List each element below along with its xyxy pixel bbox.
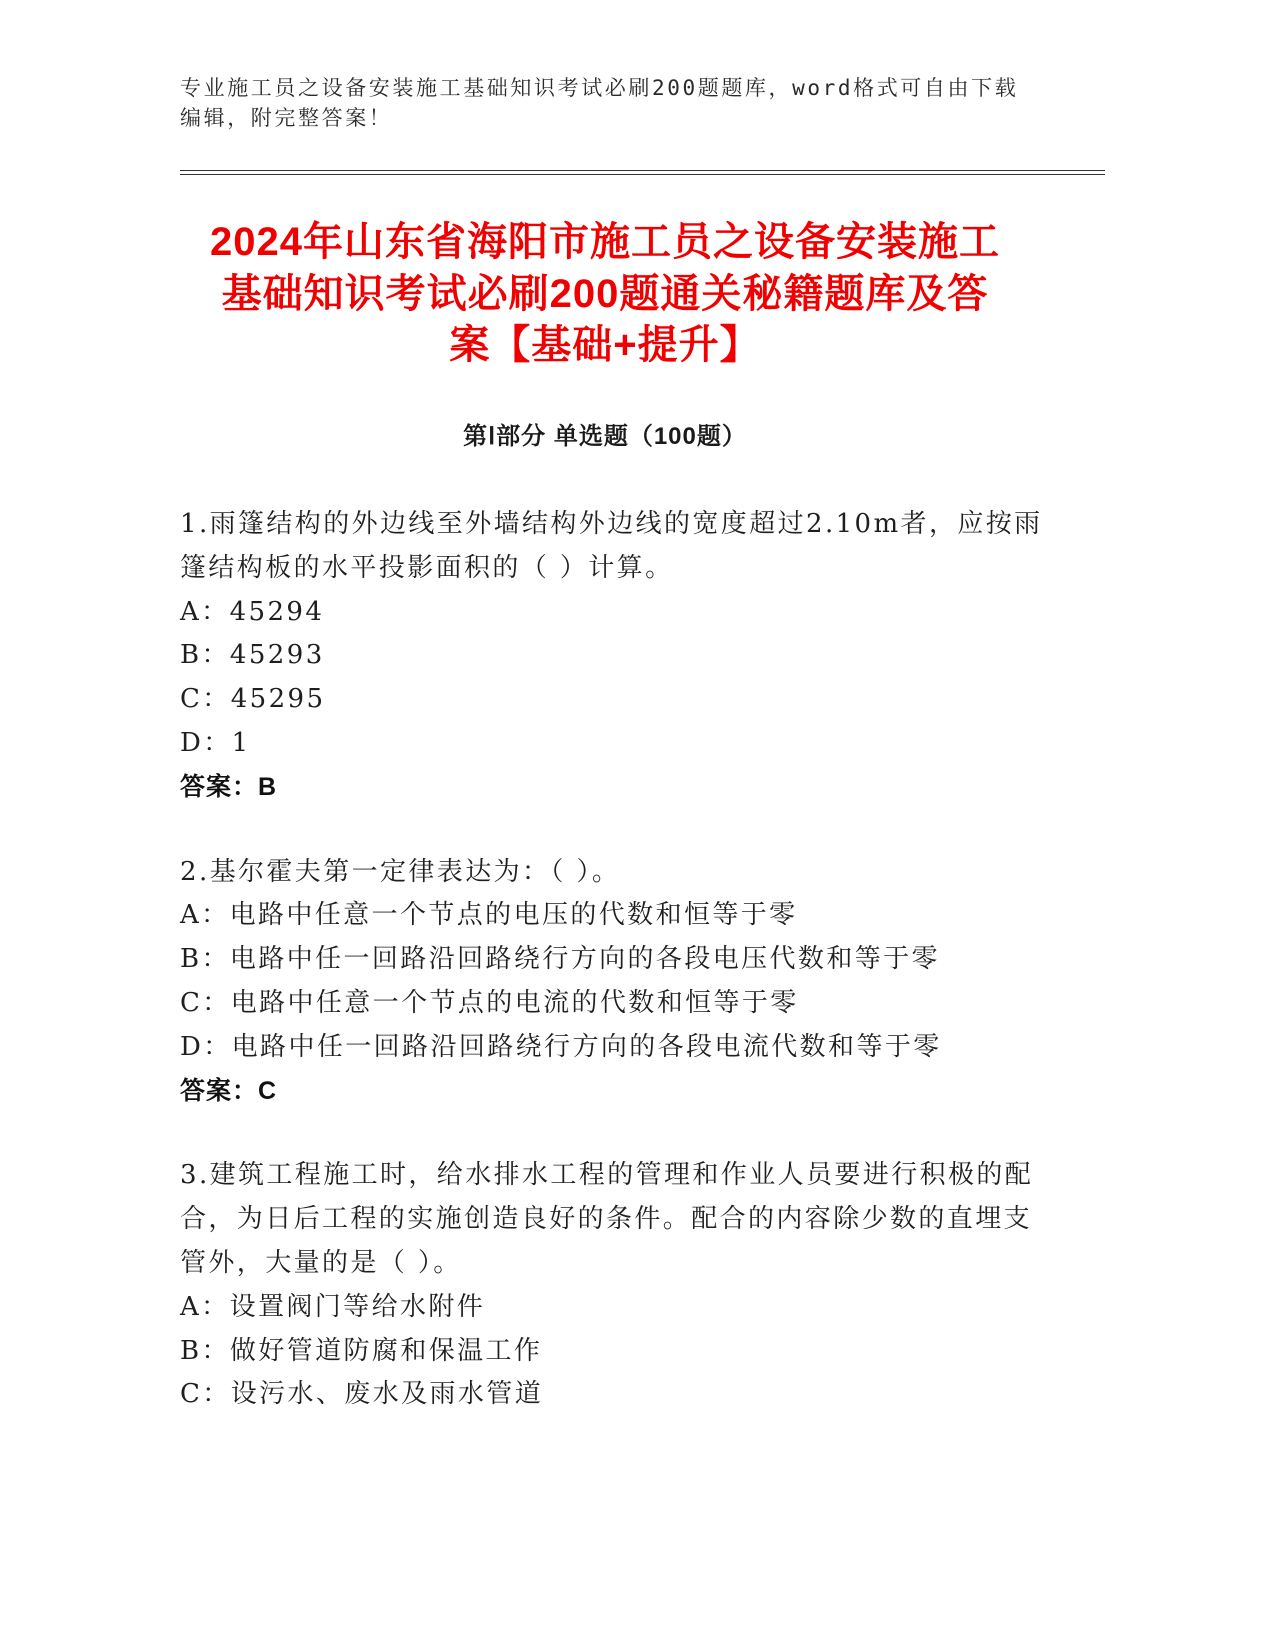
option-label: A： [180,596,230,627]
option-label: B： [180,944,230,975]
option-text: 做好管道防腐和保温工作 [229,1335,543,1366]
option-c [180,1373,1060,1417]
option-text: 45293 [229,640,325,671]
option-text: 45295 [230,684,326,715]
option-text: 电路中任一回路沿回路绕行方向的各段电流代数和等于零 [231,1031,942,1062]
answer-line: 答案：B [180,772,278,801]
option-label: C： [180,987,231,1018]
option-b [180,634,1060,678]
option-label: B： [180,1335,230,1366]
option-label: C： [180,684,231,715]
question-stem-line: 合，为日后工程的实施创造良好的条件。配合的内容除少数的直埋支 [180,1204,1033,1235]
option-b [180,1330,1060,1374]
header-note-line: 专业施工员之设备安装施工基础知识考试必刷200题题库，word格式可自由下载 [180,76,1019,100]
question-1 [180,503,1060,810]
option-b [180,938,1060,982]
option-label: C： [180,1379,231,1410]
option-a [180,894,1060,938]
question-3 [180,1154,1060,1417]
title-line: 基础知识考试必刷200题通关秘籍题库及答 [221,271,989,316]
header-note-line: 编辑，附完整答案！ [180,106,393,130]
title-line: 案【基础+提升】 [449,323,761,367]
question-stem-line: 2.基尔霍夫第一定律表达为：（ ）。 [180,856,621,887]
option-c [180,678,1060,722]
document-title [180,217,1030,372]
option-label: A： [180,1291,230,1322]
option-text: 设置阀门等给水附件 [229,1291,486,1322]
question-2 [180,851,1060,1114]
option-c [180,982,1060,1026]
option-text: 45294 [229,596,325,627]
option-d [180,722,1060,766]
question-stem-line: 篷结构板的水平投影面积的（ ）计算。 [180,552,674,583]
question-stem-line: 1.雨篷结构的外边线至外墙结构外边线的宽度超过2.10m者，应按雨 [180,509,1043,539]
option-label: D： [180,1031,232,1062]
question-stem-line: 管外，大量的是（ ）。 [180,1247,462,1278]
section-heading: 第Ⅰ部分 单选题（100题） [463,423,747,450]
option-d [180,1026,1060,1070]
option-label: B： [180,640,230,671]
option-text: 电路中任意一个节点的电压的代数和恒等于零 [229,900,798,931]
title-line: 2024年山东省海阳市施工员之设备安装施工 [210,220,1000,264]
double-rule-divider [180,170,1105,175]
answer-line: 答案：C [180,1076,278,1105]
header-note [180,73,1080,133]
option-text: 电路中任一回路沿回路绕行方向的各段电压代数和等于零 [229,944,940,975]
question-stem-line: 3.建筑工程施工时，给水排水工程的管理和作业人员要进行积极的配 [180,1160,1034,1191]
option-text: 电路中任意一个节点的电流的代数和恒等于零 [230,987,799,1018]
option-label: A： [180,900,230,931]
option-a [180,591,1060,635]
option-a [180,1286,1060,1330]
option-text: 设污水、废水及雨水管道 [230,1379,544,1410]
option-label: D： [180,727,232,758]
option-text: 1 [231,727,251,758]
question-list [180,503,1060,1458]
